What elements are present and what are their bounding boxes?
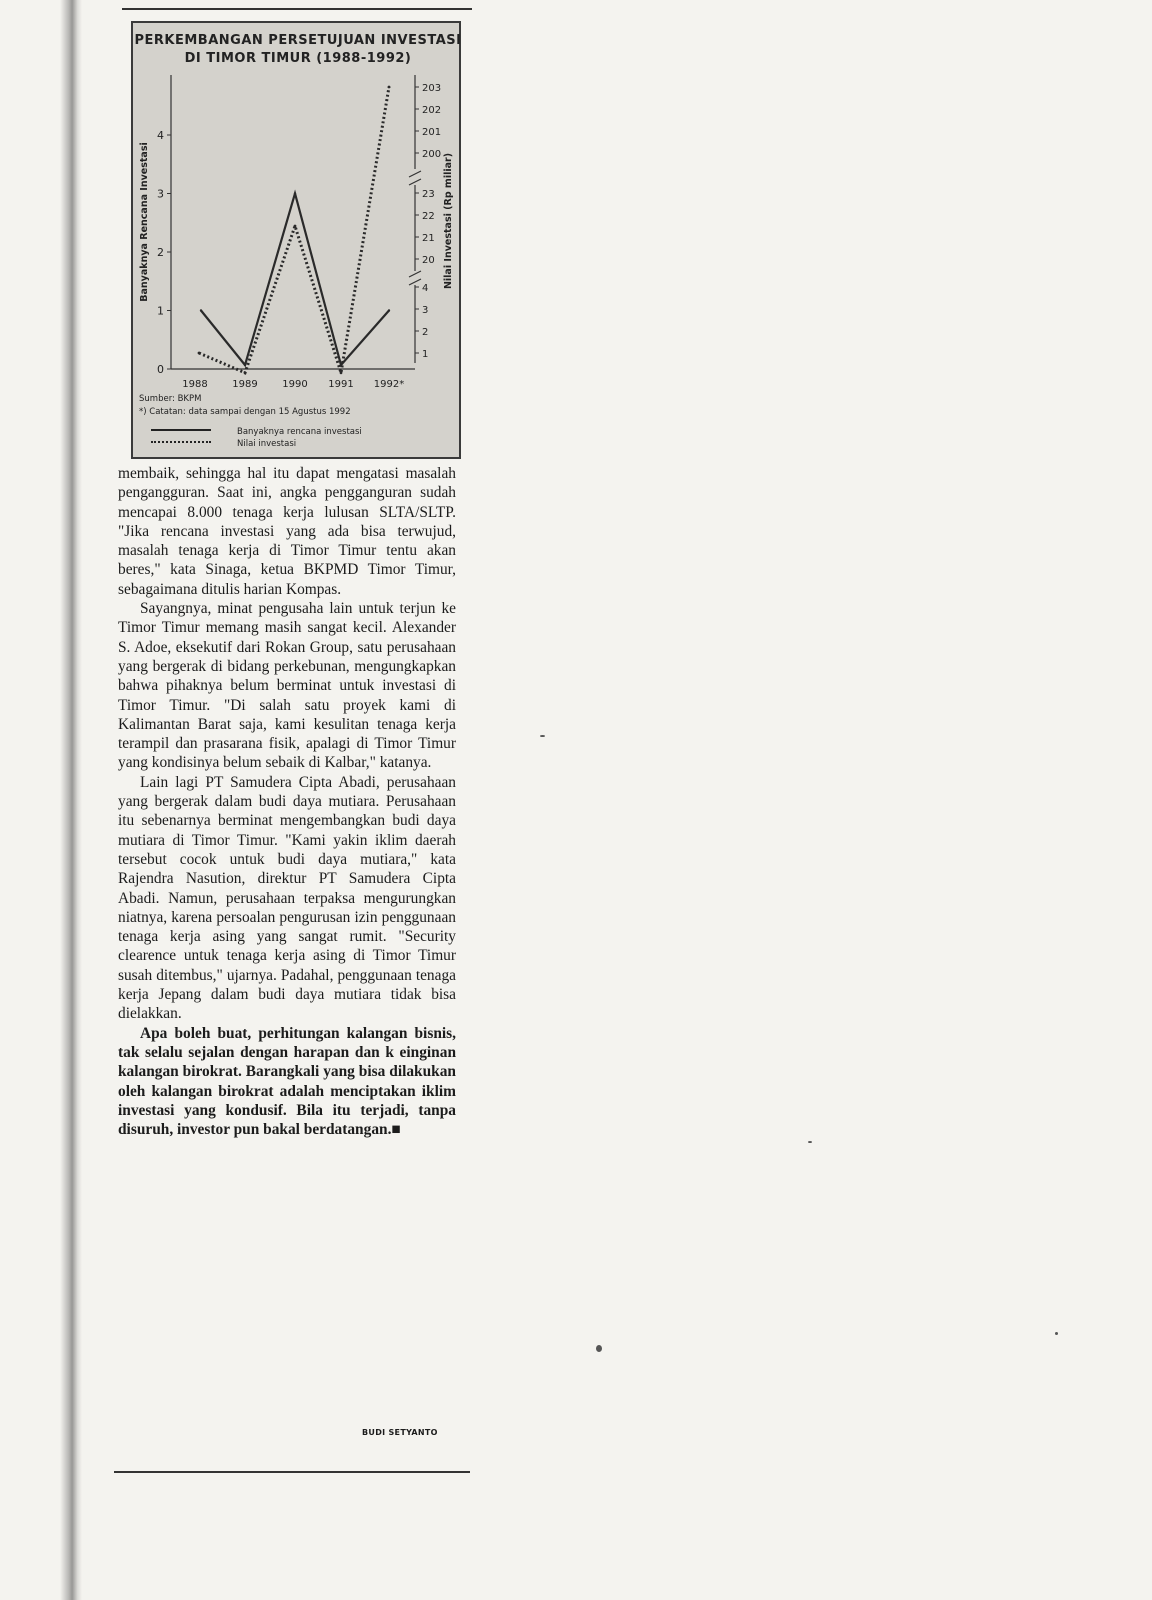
right-tick-label-lower: 2 <box>422 327 429 338</box>
scan-speck <box>596 1345 602 1352</box>
legend-swatch-solid <box>151 429 211 431</box>
x-tick-label: 1991 <box>328 379 354 390</box>
right-tick-label-upper: 203 <box>422 83 442 94</box>
right-tick-label-upper: 202 <box>422 105 442 116</box>
legend-label: Banyaknya rencana investasi <box>237 427 362 437</box>
left-axis-label: Banyaknya Rencana Investasi <box>139 142 150 302</box>
right-tick-label-lower: 4 <box>422 283 429 294</box>
right-tick-label-middle: 20 <box>422 255 435 266</box>
series-point-count <box>294 192 296 194</box>
left-tick-label: 1 <box>157 304 164 318</box>
top-rule <box>122 8 472 10</box>
scan-speck <box>540 735 545 737</box>
axis-break-mark <box>409 271 421 285</box>
chart-title-line2: DI TIMOR TIMUR (1988-1992) <box>184 51 412 66</box>
right-tick-label-upper: 201 <box>422 127 442 138</box>
legend-label: Nilai investasi <box>237 439 297 449</box>
scan-speck <box>808 1141 812 1143</box>
x-tick-label: 1990 <box>282 379 308 390</box>
x-tick-label: 1989 <box>232 379 258 390</box>
series-line-value <box>199 87 389 373</box>
scan-shadow <box>60 0 82 1600</box>
right-tick-label-lower: 1 <box>422 349 429 360</box>
legend-swatch-dotted <box>151 441 211 443</box>
series-point-value <box>294 225 297 228</box>
scan-speck <box>1055 1332 1058 1335</box>
x-tick-label: 1992* <box>373 379 405 390</box>
left-tick-label: 3 <box>157 187 164 201</box>
series-line-count <box>201 194 389 366</box>
article-body <box>118 464 456 1139</box>
series-point-value <box>340 371 343 374</box>
article-paragraph: membaik, sehingga hal itu dapat mengatasi masalah pengangguran. Saat ini, angka pengganguran sudah mencapai 8.000 tenaga kerja lulusan SLTA/SLTP. "Jika rencana investasi yang ada bisa terwujud, masalah tenaga kerja di Timor Timur tentu akan beres," kata Sinaga, ketua BKPMD Timor Timur, sebagaimana ditulis harian Kompas. <box>118 465 456 598</box>
byline: BUDI SETYANTO <box>362 1428 438 1437</box>
series-point-value <box>244 371 247 374</box>
right-axis-label: Nilai Investasi (Rp miliar) <box>443 152 454 290</box>
article-paragraph-closing: Apa boleh buat, perhitungan kalangan bisnis, tak selalu sejalan dengan harapan dan k einginan kalangan birokrat. Barangkali yang bisa dilakukan oleh kalangan birokrat adalah menciptakan iklim investasi yang kondusif. Bila itu terjadi, tanpa disuruh, investor pun bakal berdatangan.■ <box>118 1024 456 1139</box>
left-tick-label: 2 <box>157 246 164 259</box>
series-point-count <box>200 309 202 311</box>
series-point-value <box>388 86 391 89</box>
right-tick-label-upper: 200 <box>422 149 442 160</box>
left-tick-label: 0 <box>157 363 164 376</box>
right-tick-label-lower: 3 <box>422 305 429 316</box>
legend-item-value <box>151 433 296 451</box>
chart-footnote: *) Catatan: data sampai dengan 15 Agustus 1992 <box>139 407 351 417</box>
left-tick-label: 4 <box>157 129 164 142</box>
axis-break-mark <box>409 171 421 185</box>
series-point-value <box>198 352 201 355</box>
x-tick-label: 1988 <box>182 379 208 390</box>
series-point-count <box>244 364 246 366</box>
bottom-rule <box>114 1471 470 1473</box>
right-tick-label-middle: 21 <box>422 233 435 244</box>
right-tick-label-middle: 23 <box>422 189 435 200</box>
article-paragraph: Lain lagi PT Samudera Cipta Abadi, perusahaan yang bergerak dalam budi daya mutiara. Perusahaan itu sebenarnya berminat mengembangkan budi daya mutiara di Timor Timur. "Kami yakin iklim daerah tersebut cocok untuk budi daya mutiara," kata Rajendra Nasution, direktur PT Samudera Cipta Abadi. Namun, perusahaan terpaksa mengurungkan niatnya, karena persoalan pengurusan izin penggunaan tenaga kerja asing yang sangat rumit. "Security clearence untuk tenaga kerja asing di Timor Timur susah ditembus," ujarnya. Padahal, penggunaan tenaga kerja Jepang dalam budi daya mutiara tidak bisa dielakkan. <box>118 773 456 1023</box>
investment-chart <box>131 21 461 459</box>
article-paragraph: Sayangnya, minat pengusaha lain untuk terjun ke Timor Timur memang masih sangat kecil. Alexander S. Adoe, eksekutif dari Rokan Group, satu perusahaan yang bergerak di bidang perkebunan, mengungkapkan bahwa pihaknya belum berminat untuk investasi di Timor Timur. "Di salah satu proyek kami di Kalimantan Barat saja, kami kesulitan tenaga kerja terampil dan prasarana fisik, apalagi di Timor Timur yang kondisinya belum sebaik di Kalbar," katanya. <box>118 600 456 772</box>
series-point-count <box>388 309 390 311</box>
right-tick-label-middle: 22 <box>422 211 435 222</box>
chart-source: Sumber: BKPM <box>139 394 202 404</box>
chart-title-line1: PERKEMBANGAN PERSETUJUAN INVESTASI <box>134 33 462 48</box>
